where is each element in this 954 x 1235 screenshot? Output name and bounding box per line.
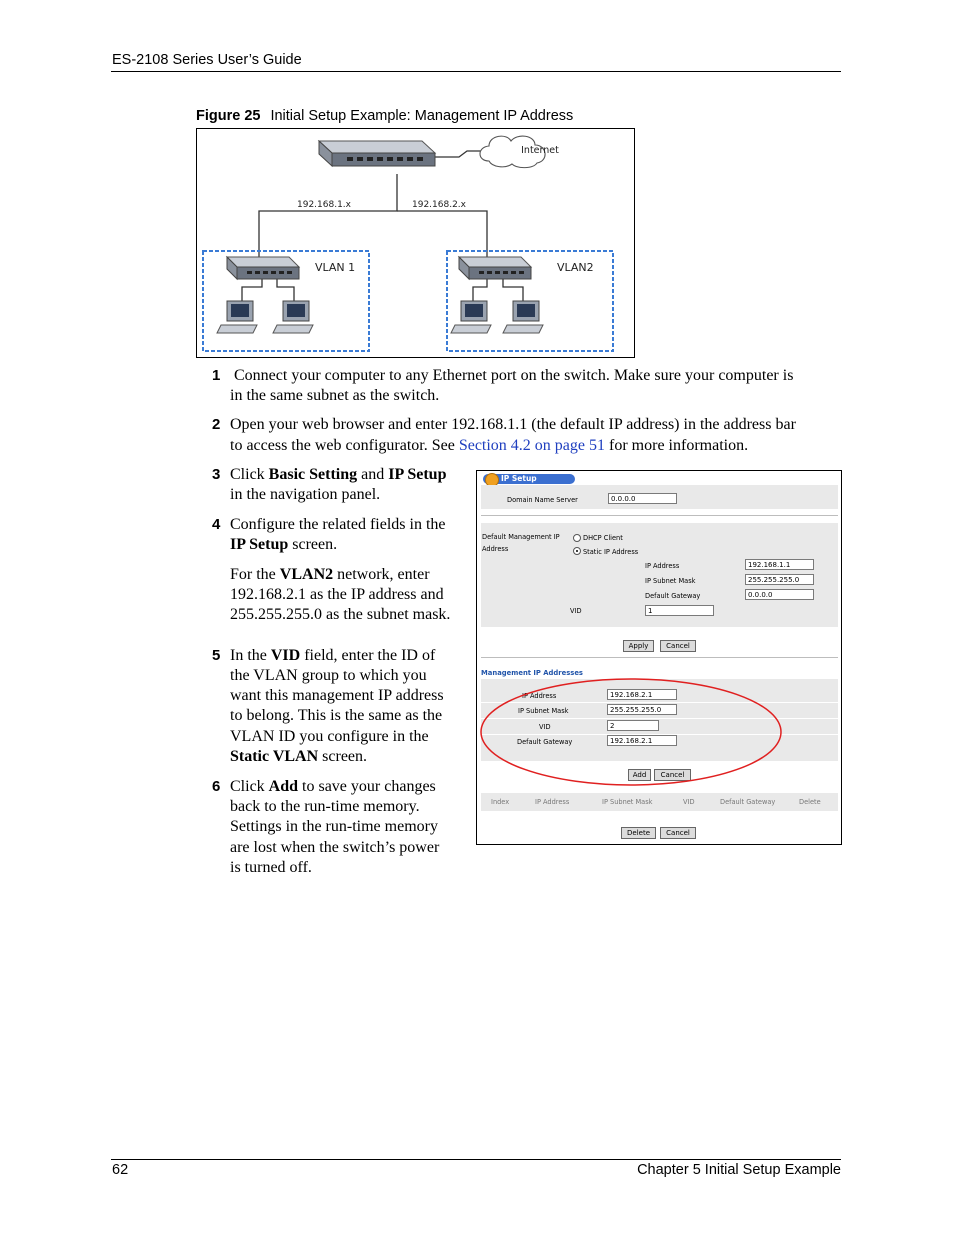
figure-caption-text: Initial Setup Example: Management IP Address bbox=[270, 108, 574, 124]
step-5-line-1 bbox=[230, 646, 435, 666]
subnet1-label: 192.168.1.x bbox=[297, 200, 351, 210]
vid-label: VID bbox=[570, 607, 582, 615]
vlan2-switch-icon bbox=[459, 257, 531, 279]
mgmt-ip-label: IP Address bbox=[522, 692, 557, 700]
step-5-text: In the bbox=[230, 647, 271, 664]
mgmt-mask-label: IP Subnet Mask bbox=[518, 707, 569, 715]
column-header-mask: IP Subnet Mask bbox=[602, 798, 653, 806]
step-number: 3 bbox=[212, 466, 221, 483]
cancel-button[interactable]: Cancel bbox=[654, 769, 691, 781]
step-3-text: Click bbox=[230, 466, 269, 483]
step-number: 4 bbox=[212, 516, 221, 533]
column-header-index: Index bbox=[491, 798, 510, 806]
step-number: 6 bbox=[212, 778, 221, 795]
step-4-text: screen. bbox=[288, 536, 338, 553]
step-6-line-4: are lost when the switch’s power bbox=[230, 839, 440, 856]
step-3-line-2: in the navigation panel. bbox=[230, 486, 381, 503]
step-2-line-1: Open your web browser and enter 192.168.1.1 (the default IP address) in the address bar bbox=[230, 416, 796, 433]
step-6-line-1 bbox=[230, 777, 436, 797]
step-3-bold: Basic Setting bbox=[268, 466, 358, 483]
step-3-bold: IP Setup bbox=[388, 466, 447, 483]
step-5-text: screen. bbox=[318, 748, 368, 765]
step-5-line-3: want this management IP address bbox=[230, 687, 444, 704]
step-5-line-6 bbox=[230, 747, 367, 767]
cancel-button[interactable]: Cancel bbox=[660, 640, 696, 652]
gateway-label: Default Gateway bbox=[645, 592, 701, 600]
mgmt-gateway-label: Default Gateway bbox=[517, 738, 573, 746]
network-diagram-svg bbox=[197, 129, 634, 357]
step-6-text: Click bbox=[230, 778, 269, 795]
step-4-para-2-line-1 bbox=[230, 565, 430, 585]
step-2-text: for more information. bbox=[605, 437, 749, 454]
mgmt-mask-input[interactable]: 255.255.255.0 bbox=[607, 704, 677, 715]
subnet2-label: 192.168.2.x bbox=[412, 200, 466, 210]
step-6-line-5: is turned off. bbox=[230, 859, 312, 876]
step-number: 1 bbox=[212, 367, 221, 384]
cancel-button[interactable]: Cancel bbox=[660, 827, 696, 839]
section-link[interactable]: Section 4.2 on page 51 bbox=[458, 437, 606, 454]
step-3-line-1 bbox=[230, 465, 446, 485]
subnet-mask-input[interactable]: 255.255.255.0 bbox=[745, 574, 814, 585]
column-header-gateway: Default Gateway bbox=[720, 798, 776, 806]
computer-icon bbox=[451, 301, 491, 333]
computer-icon bbox=[217, 301, 257, 333]
static-ip-label: Static IP Address bbox=[583, 548, 639, 556]
step-5-bold: VID bbox=[270, 647, 301, 664]
delete-button[interactable]: Delete bbox=[621, 827, 656, 839]
computer-icon bbox=[273, 301, 313, 333]
running-header: ES-2108 Series User’s Guide bbox=[112, 52, 302, 68]
step-4-bold: IP Setup bbox=[230, 536, 289, 553]
mgmt-ip-input[interactable]: 192.168.2.1 bbox=[607, 689, 677, 700]
step-4-text: network, enter bbox=[333, 566, 430, 583]
main-switch-icon bbox=[319, 141, 435, 166]
step-6-bold: Add bbox=[268, 778, 299, 795]
add-button[interactable]: Add bbox=[628, 769, 651, 781]
step-2-line-2 bbox=[230, 436, 748, 456]
page-number: 62 bbox=[112, 1162, 129, 1178]
step-4-para-2-line-3: 255.255.255.0 as the subnet mask. bbox=[230, 606, 451, 623]
ip-setup-title: IP Setup bbox=[501, 474, 537, 483]
internet-cloud-icon bbox=[480, 136, 559, 168]
step-6-line-3: Settings in the run-time memory bbox=[230, 818, 438, 835]
vlan1-label: VLAN 1 bbox=[315, 261, 356, 274]
step-3-text: and bbox=[357, 466, 389, 483]
vlan2-label: VLAN2 bbox=[557, 261, 594, 274]
step-4-text: For the bbox=[230, 566, 280, 583]
mgmt-gateway-input[interactable]: 192.168.2.1 bbox=[607, 735, 677, 746]
default-mgmt-label: Default Management IP bbox=[482, 533, 560, 541]
column-header-delete: Delete bbox=[799, 798, 821, 806]
computer-icon bbox=[503, 301, 543, 333]
step-4-bold: VLAN2 bbox=[279, 566, 334, 583]
subnet-mask-label: IP Subnet Mask bbox=[645, 577, 696, 585]
step-2-text: to access the web configurator. See bbox=[230, 437, 459, 454]
column-header-vid: VID bbox=[683, 798, 695, 806]
step-4-para-2-line-2: 192.168.2.1 as the IP address and bbox=[230, 586, 444, 603]
step-4-line-1: Configure the related fields in the bbox=[230, 516, 446, 533]
ip-address-label: IP Address bbox=[645, 562, 680, 570]
figure-caption bbox=[196, 108, 573, 124]
step-5-line-5: VLAN ID you configure in the bbox=[230, 728, 429, 745]
step-6-line-2: back to the run-time memory. bbox=[230, 798, 420, 815]
step-number: 5 bbox=[212, 647, 221, 664]
dhcp-client-label: DHCP Client bbox=[583, 534, 623, 542]
step-6-text: to save your changes bbox=[298, 778, 436, 795]
management-ip-title: Management IP Addresses bbox=[481, 669, 583, 677]
gateway-input[interactable]: 0.0.0.0 bbox=[745, 589, 814, 600]
header-rule bbox=[111, 71, 841, 72]
ip-address-input[interactable]: 192.168.1.1 bbox=[745, 559, 814, 570]
step-5-line-2: the VLAN group to which you bbox=[230, 667, 427, 684]
step-1-line-1: Connect your computer to any Ethernet port on the switch. Make sure your computer is bbox=[234, 367, 794, 384]
apply-button[interactable]: Apply bbox=[623, 640, 654, 652]
step-number: 2 bbox=[212, 416, 221, 433]
network-diagram bbox=[196, 128, 635, 358]
default-mgmt-label-2: Address bbox=[482, 545, 509, 553]
vlan1-switch-icon bbox=[227, 257, 299, 279]
step-5-text: field, enter the ID of bbox=[300, 647, 436, 664]
step-4-line-2 bbox=[230, 535, 337, 555]
highlight-ellipse bbox=[477, 471, 841, 844]
ip-setup-screenshot bbox=[476, 470, 842, 845]
dns-input[interactable]: 0.0.0.0 bbox=[608, 493, 677, 504]
dns-label: Domain Name Server bbox=[507, 496, 578, 504]
figure-label: Figure 25 bbox=[196, 108, 261, 124]
internet-label: Internet bbox=[521, 145, 559, 156]
step-5-line-4: to belong. This is the same as the bbox=[230, 707, 443, 724]
step-1-line-2: in the same subnet as the switch. bbox=[230, 387, 440, 404]
step-5-bold: Static VLAN bbox=[230, 748, 319, 765]
vid-input[interactable]: 1 bbox=[645, 605, 714, 616]
chapter-title: Chapter 5 Initial Setup Example bbox=[637, 1162, 841, 1178]
footer-rule bbox=[111, 1159, 841, 1160]
mgmt-vid-input[interactable]: 2 bbox=[607, 720, 659, 731]
mgmt-vid-label: VID bbox=[539, 723, 551, 731]
column-header-ip: IP Address bbox=[535, 798, 570, 806]
